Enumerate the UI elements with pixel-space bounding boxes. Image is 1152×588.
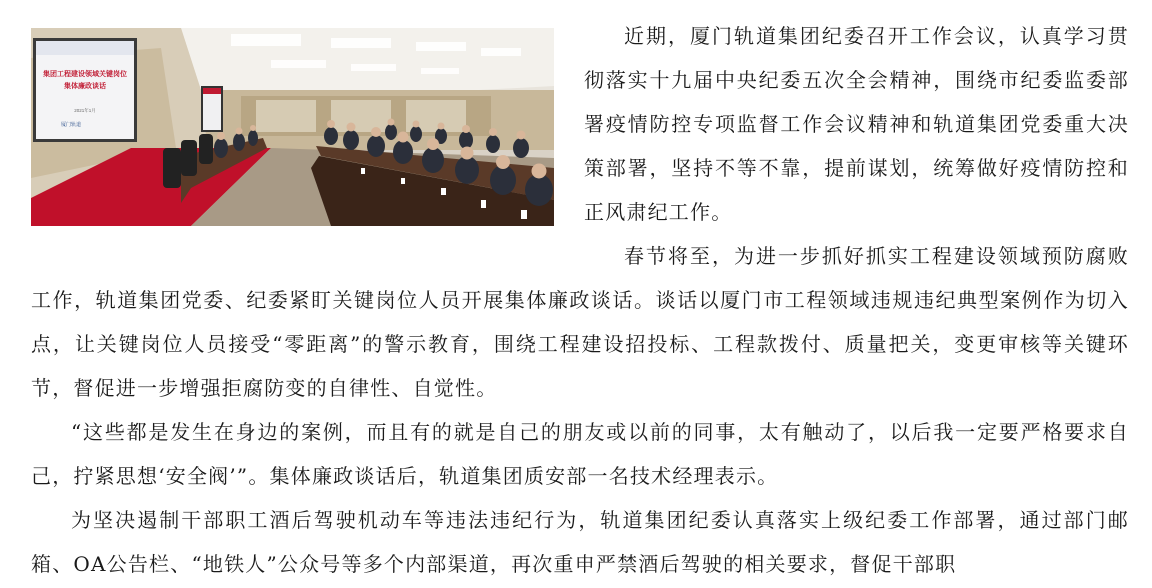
screen-title-line2: 集体廉政谈话 [64, 83, 106, 90]
meeting-photo-illustration [31, 28, 554, 226]
screen-title-line1: 集团工程建设领域关键岗位 [43, 71, 127, 78]
screen-logo: 厦门轨道 [60, 122, 82, 128]
screen-date: 2021年1月 [74, 108, 96, 113]
article [31, 14, 1129, 586]
meeting-photo [31, 28, 554, 226]
presentation-screen [33, 38, 137, 142]
paragraph-1: 近期，厦门轨道集团纪委召开工作会议，认真学习贯彻落实十九届中央纪委五次全会精神，围绕市纪委监委部署疫情防控专项监督工作会议精神和轨道集团党委重大决策部署，坚持不等不靠，提前谋划，统筹做好疫情防控和正风肃纪工作。 [584, 24, 1129, 224]
paragraph-2: 春节将至，为进一步抓好抓实工程建设领域预防腐败工作，轨道集团党委、纪委紧盯关键岗位人员开展集体廉政谈话。谈话以厦门市工程领域违规违纪典型案例作为切入点，让关键岗位人员接受“零距离”的警示教育，围绕工程建设招投标、工程款拨付、质量把关，变更审核等关键环节，督促进一步增强拒腐防变的自律性、自觉性。 [31, 244, 1129, 400]
paragraph-4: 为坚决遏制干部职工酒后驾驶机动车等违法违纪行为，轨道集团纪委认真落实上级纪委工作部署，通过部门邮箱、OA公告栏、“地铁人”公众号等多个内部渠道，再次重申严禁酒后驾驶的相关要求，督促干部职 [31, 508, 1129, 576]
paragraph-3: “这些都是发生在身边的案例，而且有的就是自己的朋友或以前的同事，太有触动了，以后我一定要严格要求自己，拧紧思想‘安全阀’”。集体廉政谈话后，轨道集团质安部一名技术经理表示。 [31, 420, 1129, 488]
